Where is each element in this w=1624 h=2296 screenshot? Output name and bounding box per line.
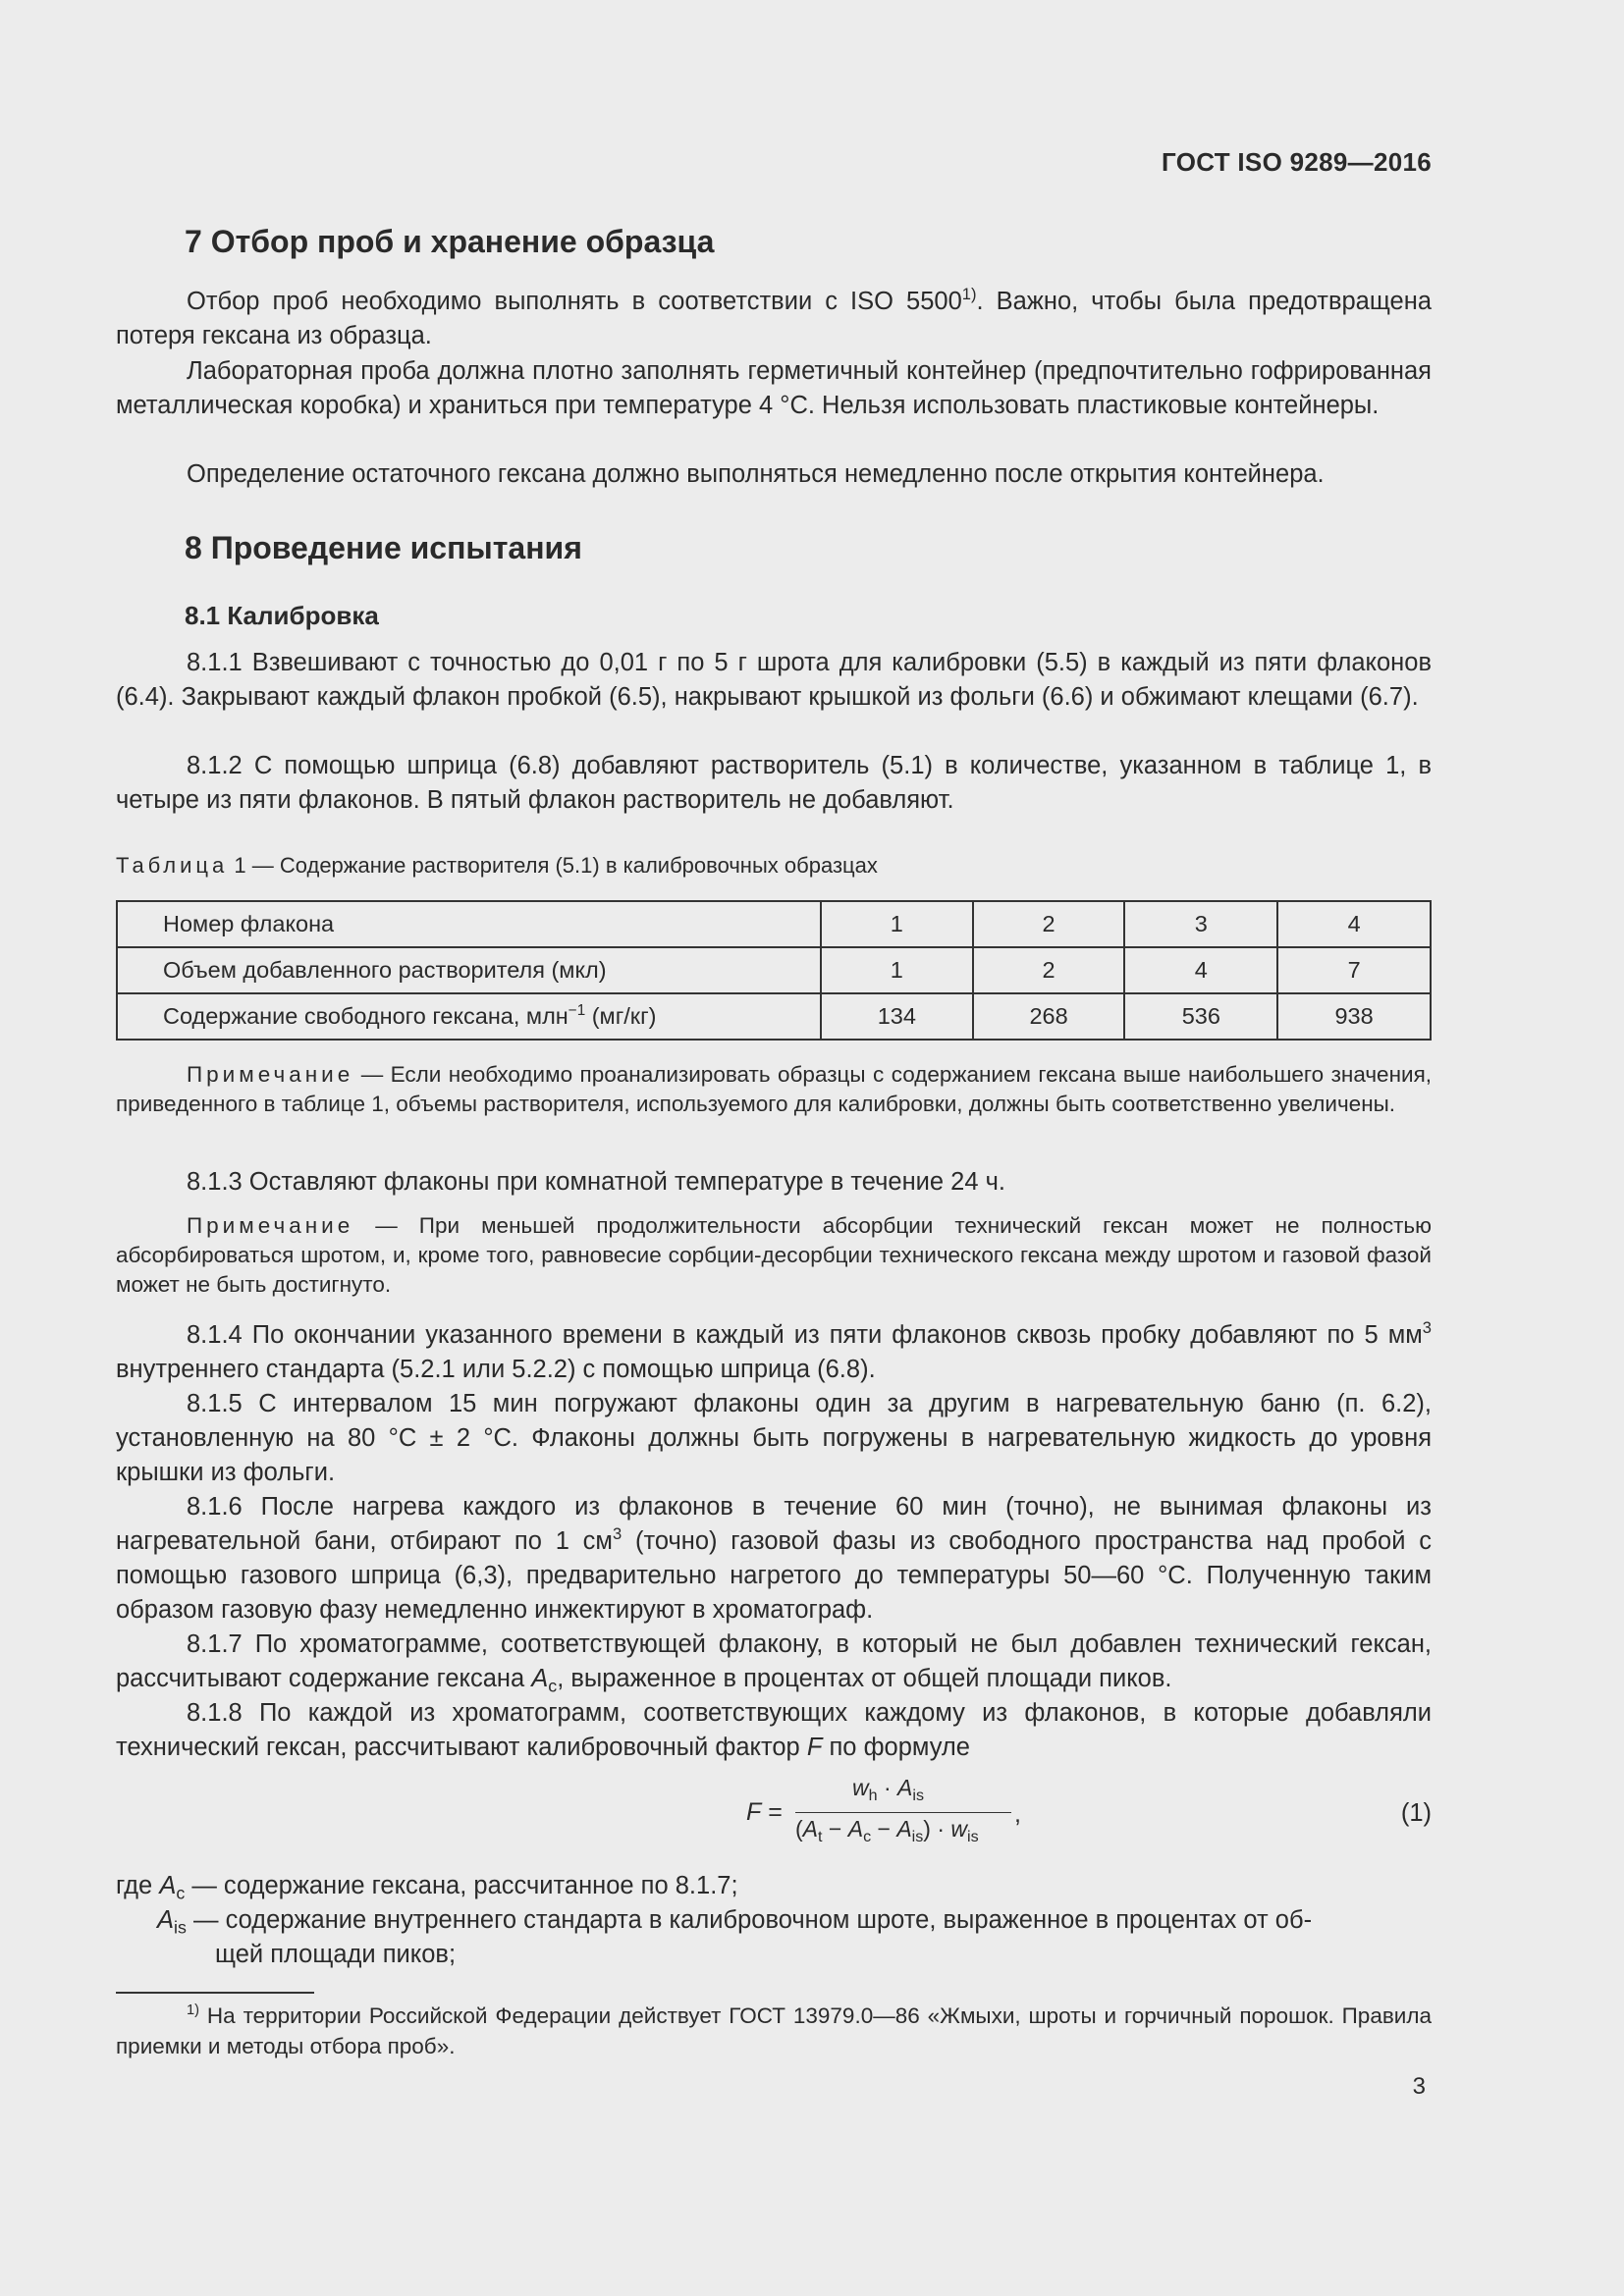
footnote-separator <box>116 1992 314 1994</box>
table-row <box>117 947 1431 993</box>
note-label: Примечание <box>187 1213 354 1238</box>
table-cell: 1 <box>821 947 973 993</box>
variable: A <box>847 1816 864 1842</box>
text: 8.1.8 По каждой из хроматограмм, соответствующих каждому из флаконов, в которые добавляли технический гексан, рассчитывают калибровочный фактор <box>116 1699 1432 1761</box>
subscript: c <box>863 1827 872 1845</box>
text: . Важно, чтобы была предотвращена потеря гексана из образца. <box>116 288 1432 349</box>
operator: · <box>877 1775 898 1800</box>
text: (точно) газовой фазы из свободного пространства над пробой с помощью газового шприца (6,3), предварительно нагретого до температуры 50—60 °C. Полученную таким образом газовую фазу немедленно инжектируют в хроматограф. <box>116 1527 1432 1624</box>
table-row <box>117 993 1431 1040</box>
variable: A <box>802 1816 819 1842</box>
text: — содержание внутреннего стандарта в калибровочном шроте, выраженное в процентах от об- <box>186 1906 1313 1934</box>
formula-numerator <box>852 1775 924 1804</box>
exponent: −1 <box>568 1001 586 1019</box>
subscript: is <box>174 1917 187 1938</box>
subscript: h <box>868 1786 878 1804</box>
page-number: 3 <box>1412 2073 1426 2100</box>
paragraph-8-1-2: 8.1.2 С помощью шприца (6.8) добавляют растворитель (5.1) в количестве, указанном в таблице 1, в четыре из пяти флаконов. В пятый флакон растворитель не добавляют. <box>116 752 1432 814</box>
variable: A <box>897 1775 913 1800</box>
table-cell: 2 <box>973 901 1125 947</box>
subsection-8-1-title: 8.1 Калибровка <box>185 601 379 630</box>
section-8-title: 8 Проведение испытания <box>185 530 582 565</box>
text: — содержание гексана, рассчитанное по 8.1.7; <box>185 1872 738 1899</box>
footnote-text: На территории Российской Федерации действует ГОСТ 13979.0—86 «Жмыхи, шроты и горчичный порошок. Правила приемки и методы отбора проб». <box>116 2003 1432 2058</box>
variable: A <box>159 1872 177 1899</box>
footnote-ref: 1) <box>961 285 977 304</box>
table-cell: 938 <box>1277 993 1431 1040</box>
footnote-mark: 1) <box>187 2002 199 2019</box>
formula-comma: , <box>1014 1800 1021 1828</box>
table-cell: 4 <box>1277 901 1431 947</box>
subscript: t <box>818 1827 823 1845</box>
note-text: — Если необходимо проанализировать образцы с содержанием гексана выше наибольшего значения, приведенного в таблице 1, объемы растворителя, используемого для калибровки, должны быть соответственно увеличены. <box>116 1062 1432 1116</box>
table-row <box>117 901 1431 947</box>
subscript: is <box>912 1786 924 1804</box>
text: по формуле <box>822 1734 970 1761</box>
paren: ) · <box>923 1816 951 1842</box>
subscript: c <box>176 1883 186 1903</box>
section-7-paragraph-3: Определение остаточного гексана должно выполняться немедленно после открытия контейнера. <box>187 460 1325 488</box>
where-ais-continued: щей площади пиков; <box>215 1941 457 1968</box>
note-2 <box>116 1211 1432 1300</box>
note-label: Примечание <box>187 1062 354 1087</box>
variable: w <box>950 1816 968 1842</box>
paragraph-8-1-1: 8.1.1 Взвешивают с точностью до 0,01 г по 5 г шрота для калибровки (5.5) в каждый из пяти флаконов (6.4). Закрывают каждый флакон пробкой (6.5), накрывают крышкой из фольги (6.6) и обжимают клещами (6.7). <box>116 649 1432 711</box>
operator: − <box>871 1816 897 1842</box>
paragraph-8-1-3: 8.1.3 Оставляют флаконы при комнатной температуре в течение 24 ч. <box>187 1168 1006 1196</box>
variable: A <box>896 1816 912 1842</box>
footnote <box>116 2001 1432 2061</box>
table-1 <box>116 900 1432 1041</box>
variable: F <box>806 1734 823 1761</box>
caption-text: 1 — Содержание растворителя (5.1) в калибровочных образцах <box>228 853 878 878</box>
equation-number: (1) <box>1400 1799 1432 1827</box>
table-cell: 3 <box>1124 901 1277 947</box>
text: Содержание свободного гексана, млн <box>163 1003 568 1029</box>
exponent: 3 <box>612 1524 623 1544</box>
text: Отбор проб необходимо выполнять в соответствии с ISO 5500 <box>187 288 962 315</box>
table-cell: 7 <box>1277 947 1431 993</box>
operator: − <box>822 1816 848 1842</box>
formula-denominator <box>795 1816 979 1845</box>
text: 8.1.7 По хроматограмме, соответствующей флакону, в который не был добавлен технический гексан, рассчитывают содержание гексана <box>116 1630 1432 1692</box>
paren: ( <box>795 1816 803 1842</box>
table-cell: 1 <box>821 901 973 947</box>
text: , выраженное в процентах от общей площади пиков. <box>557 1665 1172 1692</box>
formula-lhs: F = <box>746 1798 783 1826</box>
table-cell: 268 <box>973 993 1125 1040</box>
table-cell: 4 <box>1124 947 1277 993</box>
paragraph-8-1-7 <box>116 1628 1432 1696</box>
variable: A <box>157 1906 175 1934</box>
where-ais <box>157 1903 1432 1938</box>
subscript: is <box>967 1827 979 1845</box>
table-cell: 536 <box>1124 993 1277 1040</box>
paragraph-8-1-8 <box>116 1696 1432 1765</box>
note-text: — При меньшей продолжительности абсорбции технический гексан может не полностью абсорбироваться шротом, и, кроме того, равновесие сорбции-десорбции технического гексана между шротом и газовой фазой может не быть достигнуто. <box>116 1213 1432 1297</box>
variable: w <box>852 1775 869 1800</box>
table-1-caption <box>116 853 878 879</box>
where-ac <box>116 1869 738 1903</box>
exponent: 3 <box>1422 1318 1432 1338</box>
paragraph-8-1-4 <box>116 1318 1432 1387</box>
table-cell: 134 <box>821 993 973 1040</box>
text: 8.1.4 По окончании указанного времени в каждый из пяти флаконов сквозь пробку добавляют по 5 мм <box>187 1321 1423 1349</box>
fraction-bar <box>795 1812 1011 1813</box>
text: где <box>116 1872 160 1899</box>
text: (мг/кг) <box>585 1003 657 1029</box>
document-id-header: ГОСТ ISO 9289—2016 <box>1162 147 1432 177</box>
section-7-paragraph-1 <box>116 285 1432 353</box>
caption-label: Таблица <box>116 853 229 878</box>
row-label: Объем добавленного растворителя (мкл) <box>117 947 821 993</box>
text: 8.1.6 После нагрева каждого из флаконов в течение 60 мин (точно), не вынимая флаконы из нагревательной бани, отбирают по 1 см <box>116 1493 1432 1555</box>
paragraph-8-1-6 <box>116 1490 1432 1628</box>
note-1 <box>116 1060 1432 1119</box>
section-7-paragraph-2: Лабораторная проба должна плотно заполнять герметичный контейнер (предпочтительно гофрированная металлическая коробка) и храниться при температуре 4 °C. Нельзя использовать пластиковые контейнеры. <box>116 357 1432 419</box>
paragraph-8-1-5: 8.1.5 С интервалом 15 мин погружают флаконы один за другим в нагревательную баню (п. 6.2), установленную на 80 °C ± 2 °C. Флаконы должны быть погружены в нагревательную жидкость до уровня крышки из фольги. <box>116 1390 1432 1486</box>
text: внутреннего стандарта (5.2.1 или 5.2.2) с помощью шприца (6.8). <box>116 1356 876 1383</box>
row-label: Номер флакона <box>117 901 821 947</box>
table-cell: 2 <box>973 947 1125 993</box>
formula-1 <box>626 1775 1019 1853</box>
variable: A <box>531 1665 549 1692</box>
section-7-title: 7 Отбор проб и хранение образца <box>185 224 715 259</box>
subscript: c <box>548 1676 558 1696</box>
subscript: is <box>911 1827 924 1845</box>
row-label <box>117 993 821 1040</box>
